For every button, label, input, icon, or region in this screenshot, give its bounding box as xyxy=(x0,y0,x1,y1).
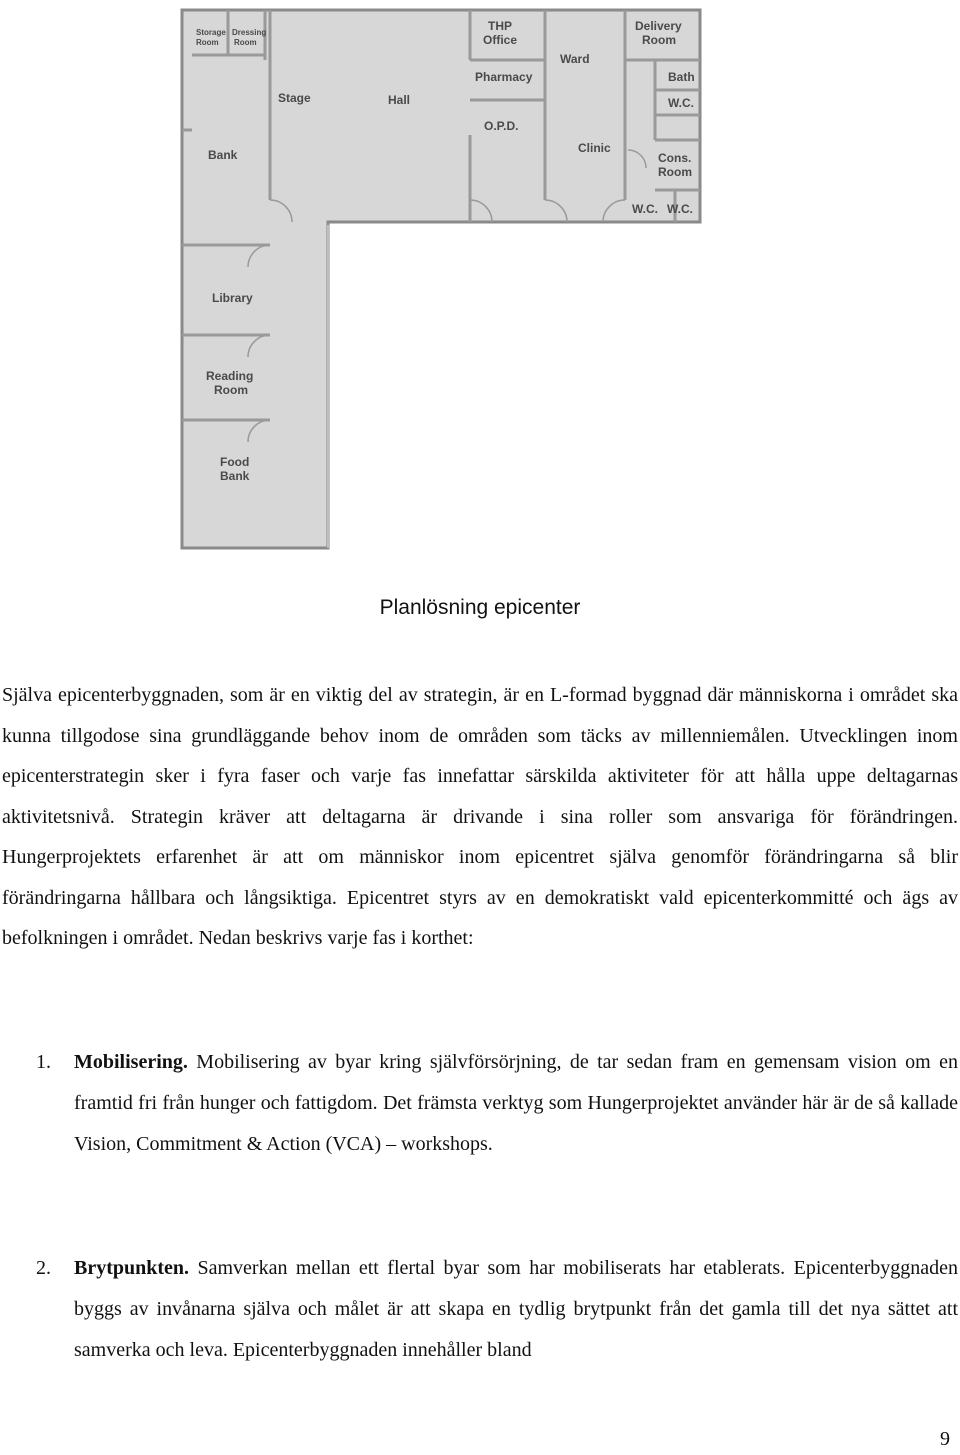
list-item xyxy=(0,1248,958,1371)
room-label-wc: W.C. xyxy=(667,202,693,216)
room-label-wc: W.C. xyxy=(632,202,658,216)
room-label-hall: Hall xyxy=(388,93,411,107)
room-label-opd: O.P.D. xyxy=(484,119,519,133)
list-content xyxy=(74,1042,958,1165)
list-text: Mobilisering av byar kring självförsörjning, de tar sedan fram en gemensam vision om en framtid fri från hunger och fattigdom. Det främsta verktyg som Hungerprojektet använder här är de så kallade Vision, Commitment & Action (VCA) – workshops. xyxy=(74,1051,958,1155)
page-number: 9 xyxy=(940,1428,950,1450)
room-label-delivery-room: Delivery Room xyxy=(635,19,682,47)
room-label-clinic: Clinic xyxy=(578,141,611,155)
room-label-bank: Bank xyxy=(208,148,238,162)
body-paragraph: Själva epicenterbyggnaden, som är en viktig del av strategin, är en L-formad byggnad där människorna i området ska kunna tillgodose sina grundläggande behov inom de områden som täcks av millenniemålen. Utvecklingen inom epicenterstrategin sker i fyra faser och varje fas innefattar särskilda aktiviteter för att hålla uppe deltagarnas aktivitetsnivå. Strategin kräver att deltagarna är drivande i sina roller som ansvariga för förändringen. Hungerprojektets erfarenhet är att om människor inom epicentret själva genomför förändringarna så blir förändringarna hållbara och långsiktiga. Epicentret styrs av en demokratiskt vald epicenterkommitté och ägs av befolkningen i området. Nedan beskrivs varje fas i korthet: xyxy=(2,684,958,949)
list-title: Mobilisering. xyxy=(74,1051,188,1073)
room-label-reading-room: Reading Room xyxy=(206,369,254,397)
room-label-stage: Stage xyxy=(278,91,311,105)
room-label-wc: W.C. xyxy=(668,96,694,110)
room-label-storage: Storage Room xyxy=(196,28,226,47)
floor-plan-figure xyxy=(170,0,710,555)
room-label-pharmacy: Pharmacy xyxy=(475,70,533,84)
list-number: 2. xyxy=(36,1257,51,1279)
list-title: Brytpunkten. xyxy=(74,1257,190,1279)
list-text: Samverkan mellan ett flertal byar som har mobiliserats har etablerats. Epicenterbyggnaden byggs av invånarna själva och målet är att skapa en tydlig brytpunkt från det gamla till det nya sättet att samverka och leva. Epicenterbyggnaden innehåller bland xyxy=(74,1257,958,1361)
room-label-ward: Ward xyxy=(560,52,590,66)
room-label-cons-room: Cons. Room xyxy=(658,151,692,179)
list-content xyxy=(74,1248,958,1371)
figure-caption: Planlösning epicenter xyxy=(379,596,581,619)
room-label-dressing: Dressing Room xyxy=(232,28,267,47)
room-label-thp-office: THP Office xyxy=(483,19,518,47)
list-number: 1. xyxy=(36,1051,51,1073)
room-label-bath: Bath xyxy=(668,70,695,84)
room-label-food-bank: Food Bank xyxy=(220,455,250,483)
building-outline xyxy=(182,10,700,548)
room-label-library: Library xyxy=(212,291,253,305)
list-item xyxy=(0,1042,958,1165)
